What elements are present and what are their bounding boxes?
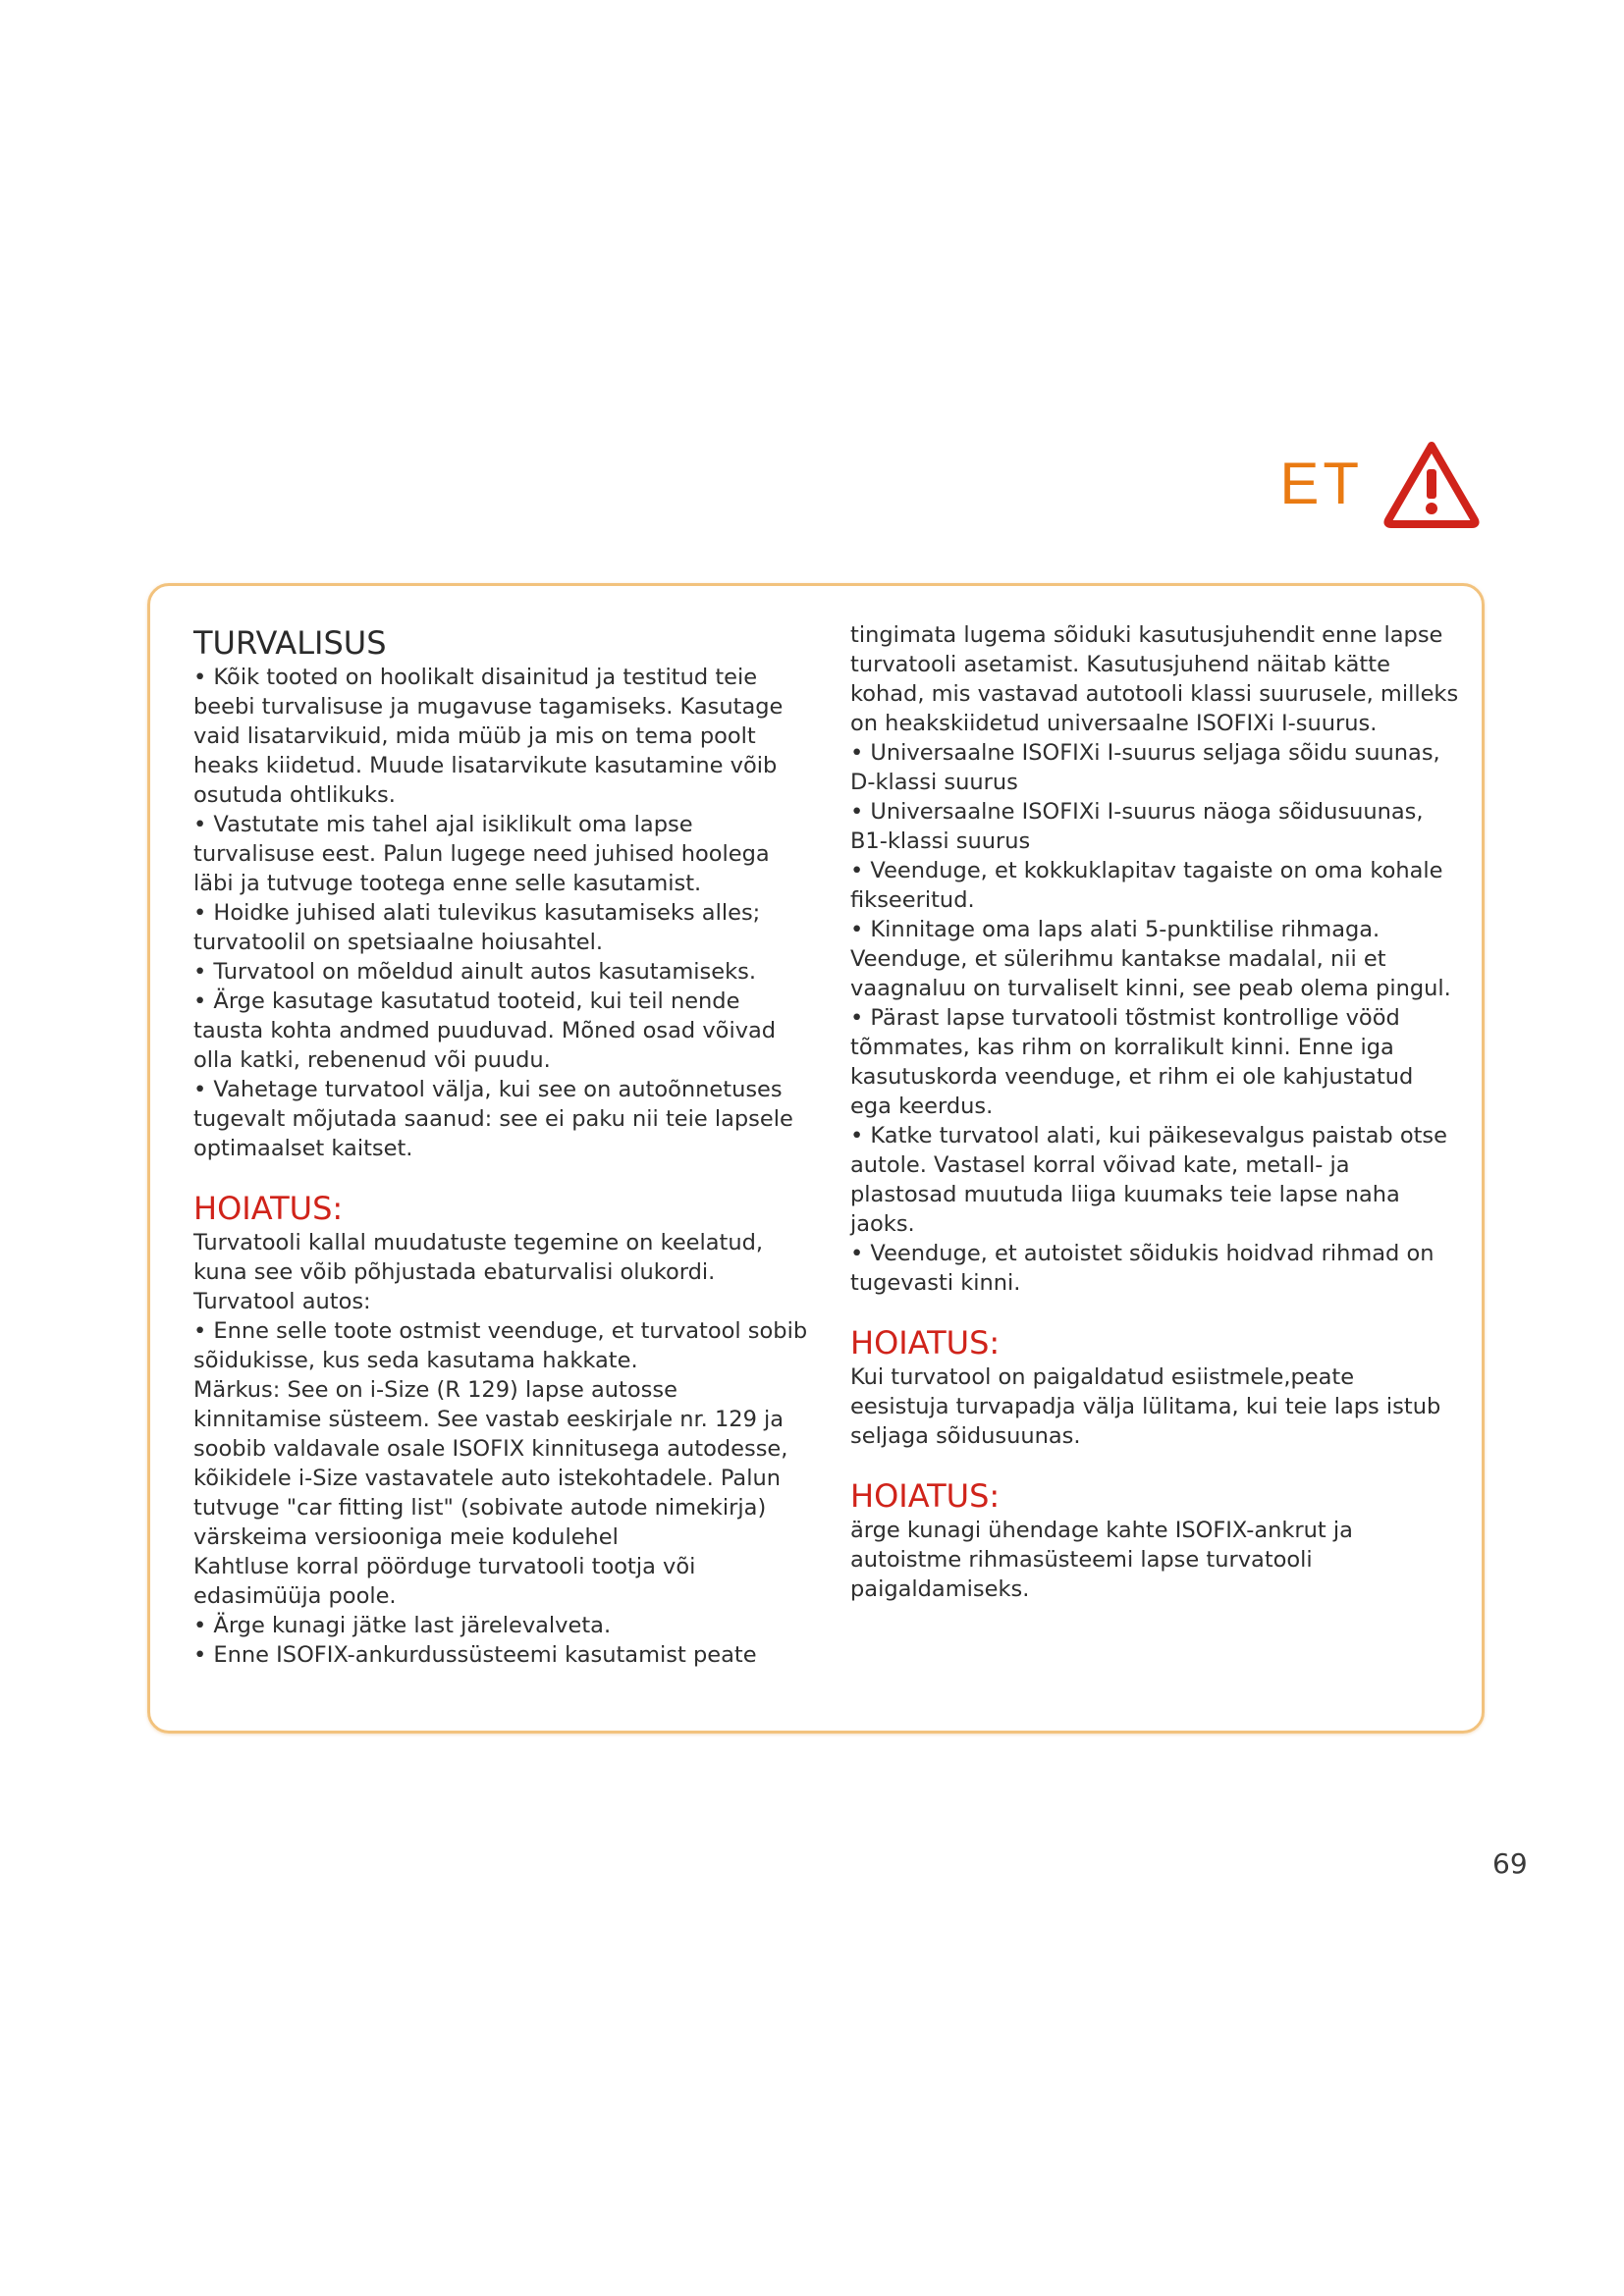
safety-paragraph: tingimata lugema sõiduki kasutusjuhendit enne lapse turvatooli asetamist. Kasutusjuhend näitab kätte kohad, mis vastavad autotooli klassi suurusele, milleks on heakskiidetud universaalne ISOFIXi I-suurus.: [850, 622, 1459, 736]
content-box: [147, 583, 1485, 1734]
warning-paragraph: Kahtluse korral pöörduge turvatooli tootja või edasimüüja poole.: [193, 1554, 696, 1609]
warning-paragraph: Kui turvatool on paigaldatud esiistmele,peate eesistuja turvapadja välja lülitama, kui teie laps istub seljaga sõidusuunas.: [850, 1364, 1441, 1449]
safety-paragraph: • Katke turvatool alati, kui päikesevalgus paistab otse autole. Vastasel korral võivad kate, metall- ja plastosad muutuda liiga kuumaks teie lapse naha jaoks.: [850, 1123, 1447, 1237]
warning-paragraph: Turvatooli kallal muudatuste tegemine on keelatud, kuna see võib põhjustada ebaturvalisi olukordi.: [193, 1230, 764, 1285]
warning-title: HOIATUS:: [850, 1477, 1001, 1515]
language-code: ET: [1279, 451, 1363, 516]
warning-paragraph: ärge kunagi ühendage kahte ISOFIX-ankrut ja autoistme rihmasüsteemi lapse turvatooli paigaldamiseks.: [850, 1518, 1353, 1602]
safety-paragraph: • Vastutate mis tahel ajal isiklikult oma lapse turvalisuse eest. Palun lugege need juhised hoolega läbi ja tutvuge tootega enne selle kasutamist.: [193, 812, 770, 896]
right-column: [850, 620, 1459, 1604]
safety-paragraph: • Vahetage turvatool välja, kui see on autoõnnetuses tugevalt mõjutada saanud: see ei paku nii teie lapsele optimaalset kaitset.: [193, 1077, 793, 1161]
page-number: 69: [1492, 1847, 1528, 1880]
safety-paragraph: • Veenduge, et kokkuklapitav tagaiste on oma kohale fikseeritud.: [850, 858, 1443, 913]
left-column: [193, 625, 812, 1670]
safety-paragraph: • Hoidke juhised alati tulevikus kasutamiseks alles; turvatoolil on spetsiaalne hoiusahtel.: [193, 900, 761, 955]
safety-paragraph: • Universaalne ISOFIXi I-suurus näoga sõidusuunas, B1-klassi suurus: [850, 799, 1424, 854]
safety-paragraph: • Turvatool on mõeldud ainult autos kasutamiseks.: [193, 959, 757, 985]
warning-title: HOIATUS:: [850, 1324, 1001, 1362]
warning-paragraph: • Ärge kunagi jätke last järelevalveta.: [193, 1613, 612, 1638]
safety-paragraph: • Kõik tooted on hoolikalt disainitud ja testitud teie beebi turvalisuse ja mugavuse tagamiseks. Kasutage vaid lisatarvikuid, mida müüb ja mis on tema poolt heaks kiidetud. Muude lisatarvikute kasutamine võib osutuda ohtlikuks.: [193, 665, 784, 808]
warning-paragraph: • Enne selle toote ostmist veenduge, et turvatool sobib sõidukisse, kus seda kasutama hakkate.: [193, 1318, 808, 1373]
warning-triangle-icon: [1382, 440, 1481, 528]
safety-paragraph: • Pärast lapse turvatooli tõstmist kontrollige vööd tõmmates, kas rihm on korralikult kinni. Enne iga kasutuskorda veenduge, et rihm ei ole kahjustatud ega keerdus.: [850, 1005, 1414, 1119]
language-header: [1279, 440, 1481, 528]
warning-paragraph: Turvatool autos:: [193, 1289, 371, 1314]
safety-paragraph: • Veenduge, et autoistet sõidukis hoidvad rihmad on tugevasti kinni.: [850, 1241, 1435, 1296]
warning-title: HOIATUS:: [193, 1190, 344, 1227]
warning-paragraph: Märkus: See on i-Size (R 129) lapse autosse kinnitamise süsteem. See vastab eeskirjale nr. 129 ja soobib valdavale osale ISOFIX kinnitusega autodesse, kõikidele i-Size vastavatele auto istekohtadele. Palun tutvuge "car fitting list" (sobivate autode nimekirja) värskeima versiooniga meie kodulehel: [193, 1377, 788, 1550]
warning-paragraph: • Enne ISOFIX-ankurdussüsteemi kasutamist peate: [193, 1642, 757, 1668]
safety-paragraph: • Universaalne ISOFIXi I-suurus seljaga sõidu suunas, D-klassi suurus: [850, 740, 1440, 795]
safety-paragraph: • Ärge kasutage kasutatud tooteid, kui teil nende tausta kohta andmed puuduvad. Mõned osad võivad olla katki, rebenenud või puudu.: [193, 988, 777, 1073]
safety-paragraph: • Kinnitage oma laps alati 5-punktilise rihmaga. Veenduge, et sülerihmu kantakse madalal, nii et vaagnaluu on turvaliselt kinni, see peab olema pingul.: [850, 917, 1451, 1001]
safety-title: TURVALISUS: [193, 624, 387, 662]
